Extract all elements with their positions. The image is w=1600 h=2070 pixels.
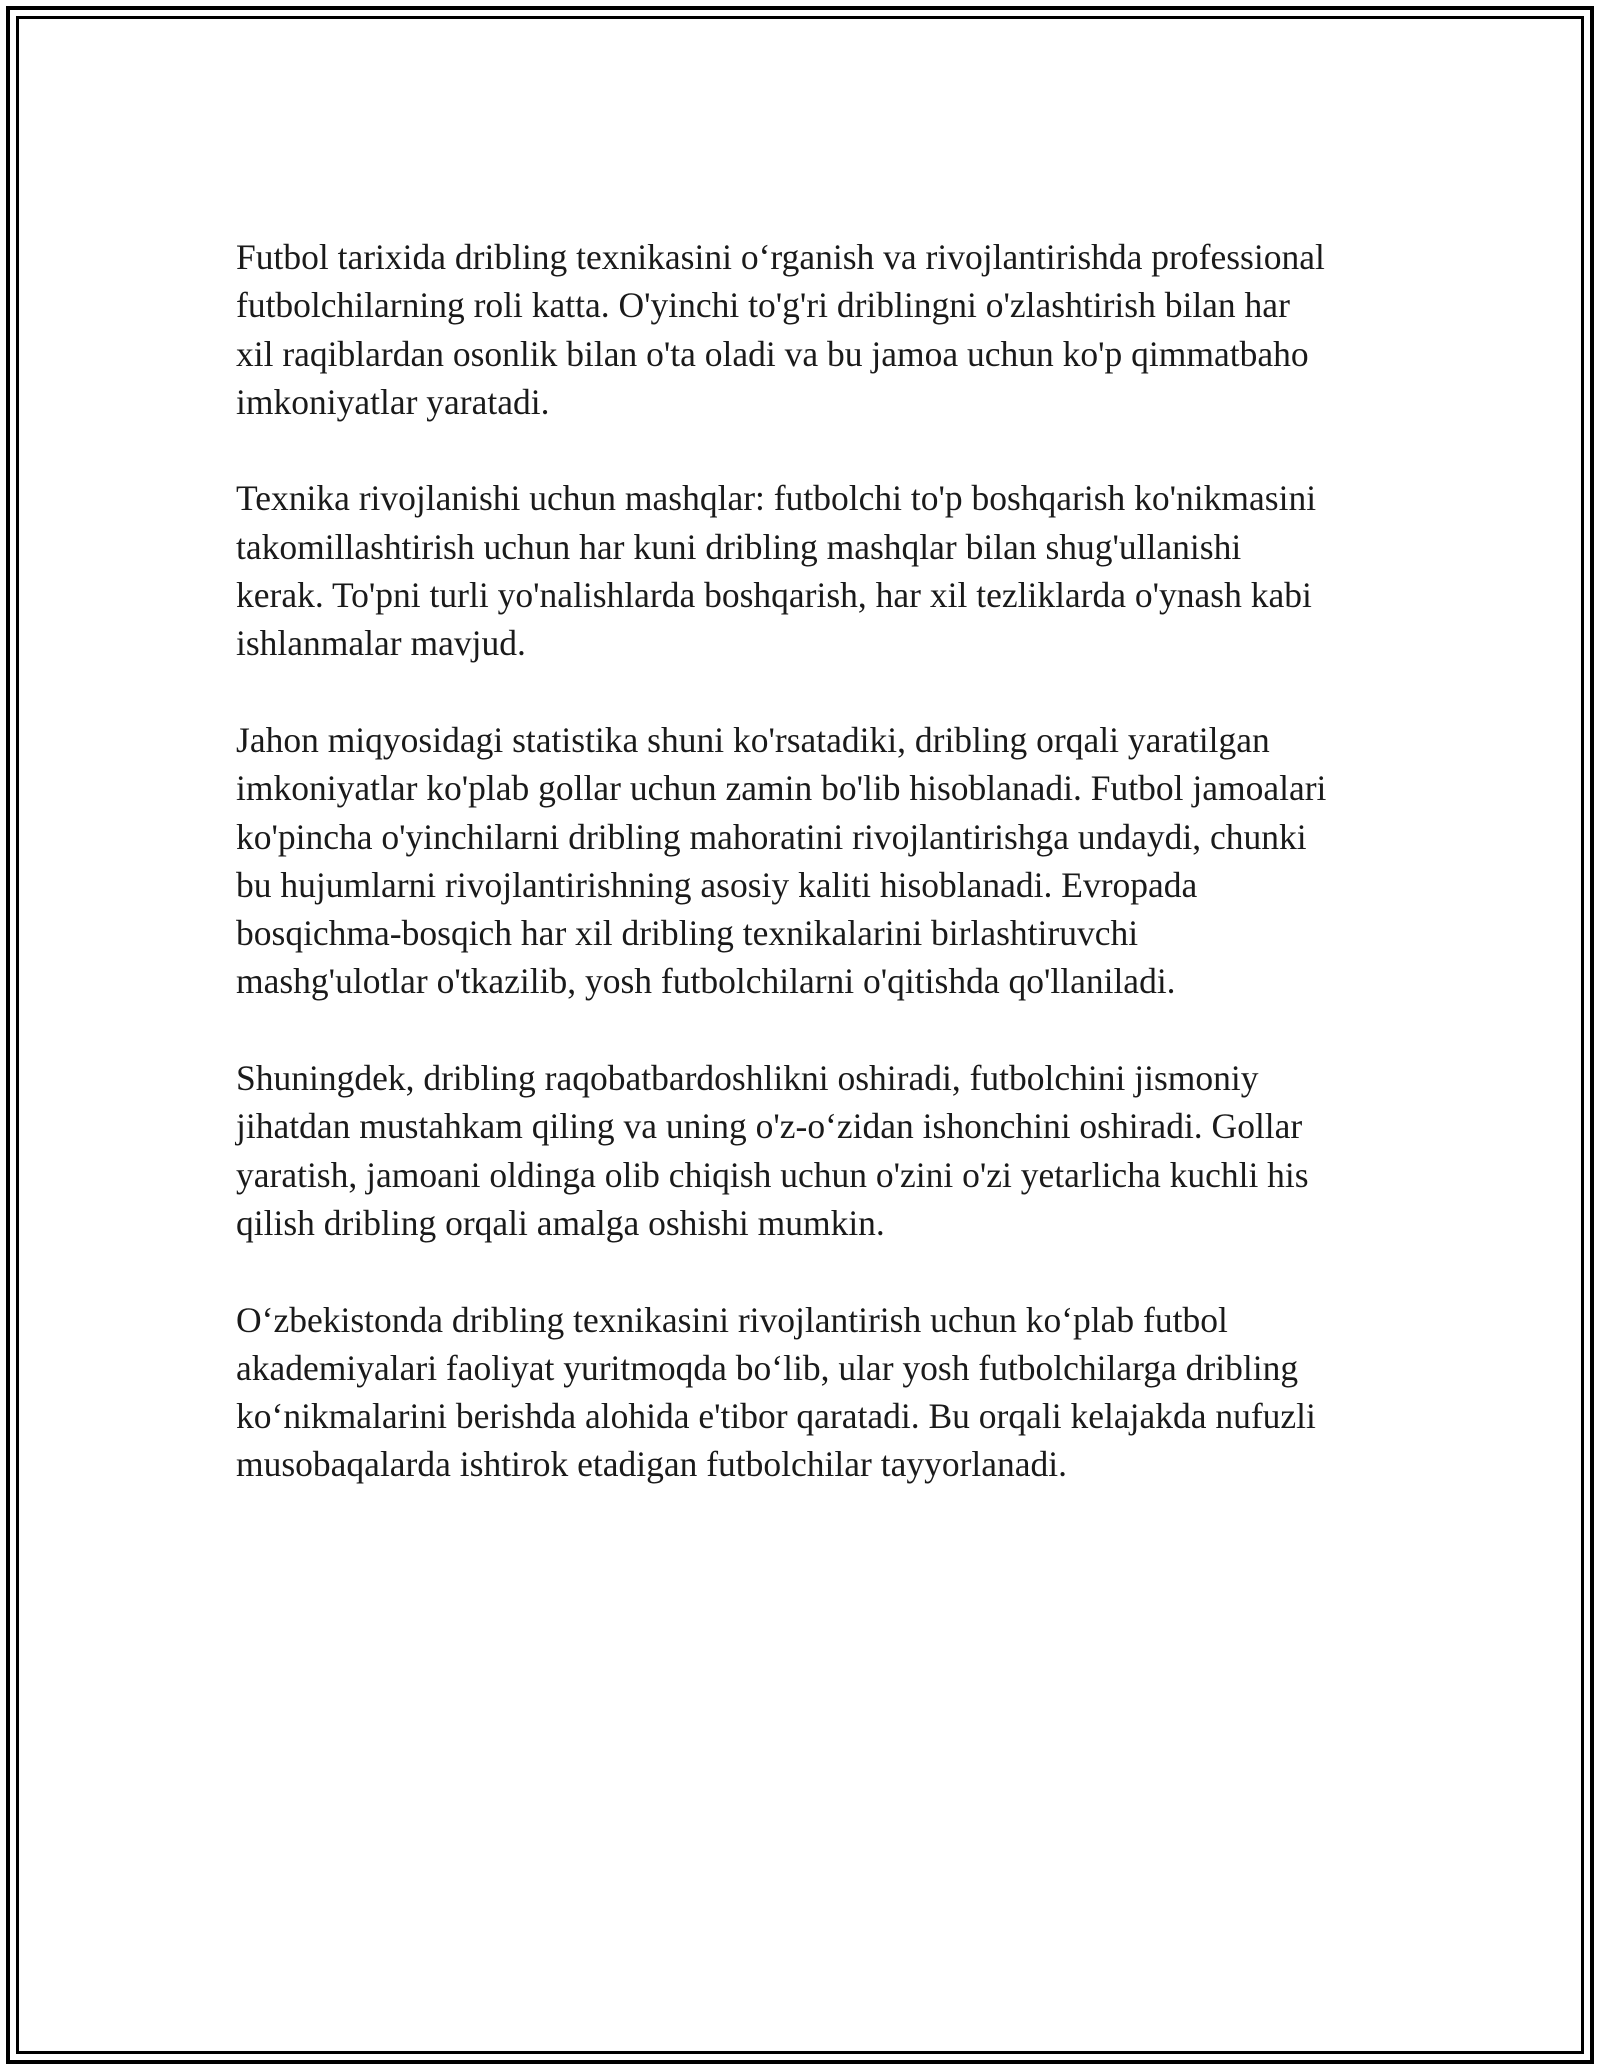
paragraph-3 (236, 716, 1366, 1006)
text-line: ko'pincha o'yinchilarni dribling mahoratini rivojlantirishga undaydi, chunki (236, 816, 1307, 857)
text-line: imkoniyatlar ko'plab gollar uchun zamin bo'lib hisoblanadi. Futbol jamoalari (236, 768, 1327, 809)
paragraph-1 (236, 233, 1366, 426)
text-line: imkoniyatlar yaratadi. (236, 381, 550, 422)
text-line: O‘zbekistonda dribling texnikasini rivojlantirish uchun ko‘plab futbol (236, 1299, 1228, 1340)
document-body (236, 233, 1366, 1537)
text-line: jihatdan mustahkam qiling va uning o'z-o‘zidan ishonchini oshiradi. Gollar (236, 1106, 1303, 1147)
text-line: kerak. To'pni turli yo'nalishlarda boshqarish, har xil tezliklarda o'ynash kabi (236, 575, 1312, 616)
text-line: bu hujumlarni rivojlantirishning asosiy kaliti hisoblanadi. Evropada (236, 864, 1198, 905)
text-line: musobaqalarda ishtirok etadigan futbolchilar tayyorlanadi. (236, 1444, 1068, 1485)
text-line: Shuningdek, dribling raqobatbardoshlikni oshiradi, futbolchini jismoniy (236, 1058, 1259, 1099)
text-line: Jahon miqyosidagi statistika shuni ko'rsatadiki, dribling orqali yaratilgan (236, 719, 1270, 760)
text-line: Futbol tarixida dribling texnikasini o‘rganish va rivojlantirishda professional (236, 237, 1325, 277)
text-line: futbolchilarning roli katta. O'yinchi to'g'ri driblingni o'zlashtirish bilan har (236, 285, 1290, 326)
text-line: Texnika rivojlanishi uchun mashqlar: futbolchi to'p boshqarish ko'nikmasini (236, 478, 1317, 519)
text-line: yaratish, jamoani oldinga olib chiqish uchun o'zini o'zi yetarlicha kuchli his (236, 1154, 1309, 1195)
text-line: xil raqiblardan osonlik bilan o'ta oladi va bu jamoa uchun ko'p qimmatbaho (236, 333, 1309, 374)
paragraph-5 (236, 1296, 1366, 1489)
paragraph-2 (236, 474, 1366, 667)
text-line: qilish dribling orqali amalga oshishi mumkin. (236, 1202, 885, 1243)
text-line: ishlanmalar mavjud. (236, 623, 526, 664)
text-line: mashg'ulotlar o'tkazilib, yosh futbolchilarni o'qitishda qo'llaniladi. (236, 961, 1176, 1002)
paragraph-4 (236, 1054, 1366, 1247)
text-line: bosqichma-bosqich har xil dribling texnikalarini birlashtiruvchi (236, 913, 1139, 954)
text-line: ko‘nikmalarini berishda alohida e'tibor qaratadi. Bu orqali kelajakda nufuzli (236, 1396, 1316, 1437)
text-line: takomillashtirish uchun har kuni dribling mashqlar bilan shug'ullanishi (236, 526, 1242, 567)
text-line: akademiyalari faoliyat yuritmoqda bo‘lib, ular yosh futbolchilarga dribling (236, 1347, 1299, 1388)
